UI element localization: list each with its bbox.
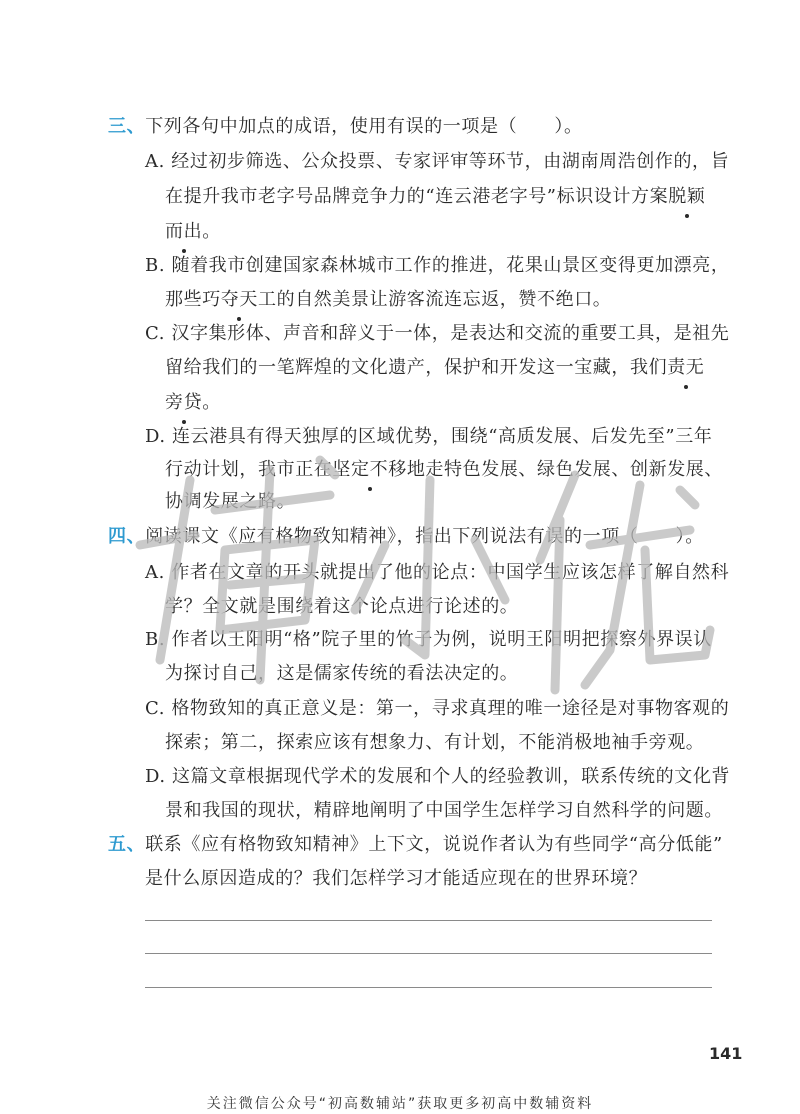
option-text: 协调发展之路。	[165, 491, 296, 512]
option-line	[145, 765, 730, 789]
option-text: C. 汉字集形体、声音和辞义于一体，是表达和交流的重要工具，是祖先	[145, 323, 730, 344]
option-text: 探索；第二，探索应该有想象力、有计划，不能消极地袖手旁观。	[165, 732, 705, 753]
question-4-stem	[108, 525, 704, 549]
question-number: 五、	[108, 834, 146, 855]
option-line	[165, 731, 704, 755]
option-text: D. 连云港具有得天独厚的区域优势，围绕“高质发展、后发先至”三年	[145, 426, 713, 447]
option-text: 。	[202, 221, 221, 242]
question-text: 联系《应有格物致知精神》上下文，说说作者认为有些同学“高分低能”	[145, 834, 723, 855]
option-line	[145, 561, 729, 585]
answer-line[interactable]	[145, 920, 712, 921]
option-text: 行动计划，我市正在	[165, 459, 333, 480]
option-line	[145, 254, 729, 278]
option-text: D. 这篇文章根据现代学术的发展和个人的经验教训，联系传统的文化背	[145, 766, 731, 787]
option-text: 。	[202, 392, 221, 413]
dotted-idiom: 坚定不移	[332, 459, 407, 480]
option-line	[165, 662, 518, 686]
option-text: 景和我国的现状，精辟地阐明了中国学生怎样学习自然科学的问题。	[165, 800, 723, 821]
question-3-stem	[108, 115, 583, 139]
option-text: B. 作者以王阳明“格”院子里的竹子为例，说明王阳明把探察外界误认	[145, 629, 712, 650]
question-text: 是什么原因造成的？我们怎样学习才能适应现在的世界环境？	[145, 868, 648, 889]
option-text: 留给我们的一笔辉煌的文化遗产，保护和开发这一宝藏，我们	[165, 357, 668, 378]
question-number: 三、	[108, 116, 146, 137]
option-line	[145, 150, 729, 174]
footer-note: 关注微信公众号“初高数辅站”获取更多初高中数辅资料	[206, 1096, 594, 1112]
question-text-line	[145, 867, 647, 891]
dotted-idiom: 而出	[165, 221, 203, 242]
option-line	[145, 628, 712, 652]
dotted-idiom: 巧夺天工	[202, 289, 277, 310]
option-line	[165, 391, 221, 415]
option-text: C. 格物致知的真正意义是：第一，寻求真理的唯一途径是对事物客观的	[145, 698, 730, 719]
dotted-idiom: 旁贷	[165, 392, 203, 413]
option-line	[165, 490, 295, 514]
option-line	[145, 697, 729, 721]
page-number: 141	[709, 1044, 743, 1063]
answer-line[interactable]	[145, 987, 712, 988]
question-5-stem	[108, 833, 723, 857]
dotted-idiom: 脱颖	[668, 186, 706, 207]
option-text: 学？全文就是围绕着这个论点进行论述的。	[165, 596, 519, 617]
question-text: 下列各句中加点的成语，使用有误的一项是（ ）。	[145, 116, 583, 137]
option-line	[165, 288, 611, 312]
option-text: 那些	[165, 289, 203, 310]
question-text: 阅读课文《应有格物致知精神》，指出下列说法有误的一项（ ）。	[145, 526, 704, 547]
dotted-idiom: 责无	[667, 357, 705, 378]
option-line	[165, 220, 221, 244]
option-line	[145, 322, 729, 346]
answer-line[interactable]	[145, 953, 712, 954]
option-text: 的自然美景让游客流连忘返，赞不绝口。	[276, 289, 612, 310]
option-text: 地走特色发展、绿色发展、创新发展、	[406, 459, 724, 480]
option-line	[165, 458, 723, 482]
option-line	[165, 799, 723, 823]
option-line	[165, 185, 705, 209]
option-line	[165, 356, 704, 380]
option-text: 在提升我市老字号品牌竞争力的“连云港老字号”标识设计方案	[165, 186, 669, 207]
option-text: B. 随着我市创建国家森林城市工作的推进，花果山景区变得更加漂亮，	[145, 255, 730, 276]
option-text: A. 作者在文章的开头就提出了他的论点：中国学生应该怎样了解自然科	[145, 562, 730, 583]
option-text: A. 经过初步筛选、公众投票、专家评审等环节，由湖南周浩创作的，旨	[145, 151, 730, 172]
option-line	[145, 425, 712, 449]
option-text: 为探讨自己，这是儒家传统的看法决定的。	[165, 663, 519, 684]
option-line	[165, 595, 518, 619]
question-number: 四、	[108, 526, 146, 547]
